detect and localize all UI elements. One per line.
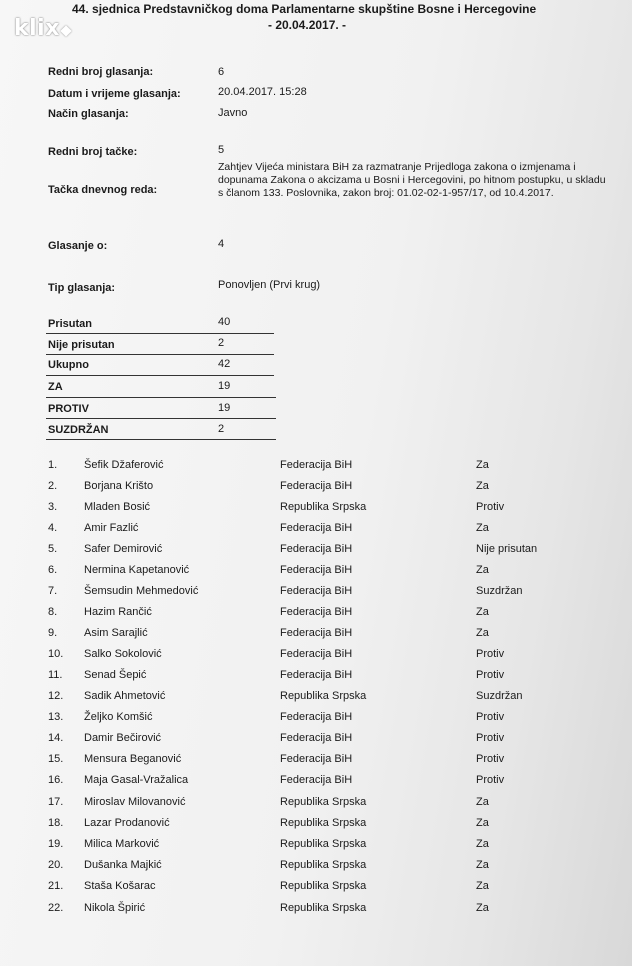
list-item — [0, 522, 632, 540]
member-entity: Federacija BiH — [280, 627, 353, 639]
member-vote: Protiv — [476, 753, 505, 765]
member-entity: Federacija BiH — [280, 711, 353, 723]
member-vote: Suzdržan — [476, 585, 523, 597]
list-item — [0, 859, 632, 877]
field-value-vote-type: Ponovljen (Prvi krug) — [218, 279, 321, 291]
field-label-item-number: Redni broj tačke: — [48, 146, 138, 158]
member-entity: Federacija BiH — [280, 648, 353, 660]
member-vote: Za — [476, 838, 489, 850]
klix-logo — [14, 16, 70, 41]
member-entity: Federacija BiH — [280, 480, 353, 492]
member-vote: Za — [476, 796, 489, 808]
divider — [46, 397, 276, 398]
field-value-datetime: 20.04.2017. 15:28 — [218, 86, 307, 98]
member-entity: Republika Srpska — [280, 690, 367, 702]
member-number: 4. — [48, 522, 58, 534]
list-item — [0, 459, 632, 477]
member-number: 10. — [48, 648, 64, 660]
member-name: Damir Bečirović — [84, 732, 162, 744]
list-item — [0, 480, 632, 498]
list-item — [0, 543, 632, 561]
list-item — [0, 838, 632, 856]
member-entity: Federacija BiH — [280, 669, 353, 681]
member-number: 7. — [48, 585, 58, 597]
member-name: Senad Šepić — [84, 669, 147, 681]
list-item — [0, 753, 632, 771]
field-label-agenda-item: Tačka dnevnog reda: — [48, 184, 158, 196]
member-number: 18. — [48, 817, 64, 829]
member-name: Mladen Bosić — [84, 501, 151, 513]
count-value-present: 40 — [218, 316, 231, 328]
member-entity: Federacija BiH — [280, 564, 353, 576]
count-label-against: PROTIV — [48, 403, 89, 415]
count-value-total: 42 — [218, 358, 231, 370]
field-value-method: Javno — [218, 107, 248, 119]
member-name: Asim Sarajlić — [84, 627, 148, 639]
list-item — [0, 774, 632, 792]
member-vote: Protiv — [476, 669, 505, 681]
member-name: Sadik Ahmetović — [84, 690, 166, 702]
member-number: 1. — [48, 459, 58, 471]
list-item — [0, 796, 632, 814]
member-name: Šefik Džaferović — [84, 459, 164, 471]
member-number: 3. — [48, 501, 58, 513]
member-entity: Republika Srpska — [280, 796, 367, 808]
list-item — [0, 606, 632, 624]
member-name: Salko Sokolović — [84, 648, 162, 660]
field-label-vote-on: Glasanje o: — [48, 240, 108, 252]
member-name: Amir Fazlić — [84, 522, 139, 534]
count-label-total: Ukupno — [48, 359, 89, 371]
member-vote: Protiv — [476, 648, 505, 660]
member-number: 17. — [48, 796, 64, 808]
member-vote: Nije prisutan — [476, 543, 538, 555]
list-item — [0, 880, 632, 898]
member-number: 16. — [48, 774, 64, 786]
member-entity: Republika Srpska — [280, 501, 367, 513]
member-entity: Republika Srpska — [280, 838, 367, 850]
divider — [46, 375, 274, 376]
count-label-absent: Nije prisutan — [48, 339, 115, 351]
member-entity: Federacija BiH — [280, 459, 353, 471]
member-name: Mensura Beganović — [84, 753, 182, 765]
member-number: 20. — [48, 859, 64, 871]
list-item — [0, 690, 632, 708]
count-value-absent: 2 — [218, 337, 225, 349]
member-vote: Suzdržan — [476, 690, 523, 702]
list-item — [0, 817, 632, 835]
member-vote: Za — [476, 459, 489, 471]
field-value-agenda-item: Zahtjev Vijeća ministara BiH za razmatranje Prijedloga zakona o izmjenama i dopunama Zakona o akcizama u Bosni i Hercegovini, po hitnom postupku, u skladu s članom 133. Poslovnika, zakon broj: 01.02-02-1-957/17, od 10.4.2017. — [218, 161, 606, 199]
member-number: 6. — [48, 564, 58, 576]
member-entity: Federacija BiH — [280, 732, 353, 744]
member-number: 5. — [48, 543, 58, 555]
field-value-item-number: 5 — [218, 144, 225, 156]
member-vote: Za — [476, 817, 489, 829]
field-label-vote-type: Tip glasanja: — [48, 282, 116, 294]
member-name: Lazar Prodanović — [84, 817, 170, 829]
logo-dot-icon — [60, 25, 71, 36]
member-entity: Republika Srpska — [280, 880, 367, 892]
member-vote: Protiv — [476, 501, 505, 513]
member-name: Borjana Krišto — [84, 480, 154, 492]
member-number: 14. — [48, 732, 64, 744]
divider — [46, 439, 276, 440]
count-label-abstain: SUZDRŽAN — [48, 424, 109, 436]
member-name: Željko Komšić — [84, 711, 153, 723]
member-name: Šemsudin Mehmedović — [84, 585, 199, 597]
member-name: Hazim Rančić — [84, 606, 152, 618]
document-date: - 20.04.2017. - — [268, 18, 347, 32]
member-vote: Za — [476, 902, 489, 914]
field-value-vote-number: 6 — [218, 66, 225, 78]
member-entity: Republika Srpska — [280, 817, 367, 829]
field-label-method: Način glasanja: — [48, 108, 129, 120]
member-vote: Za — [476, 880, 489, 892]
member-number: 8. — [48, 606, 58, 618]
member-vote: Za — [476, 627, 489, 639]
member-number: 19. — [48, 838, 64, 850]
member-number: 11. — [48, 669, 63, 681]
member-number: 9. — [48, 627, 58, 639]
list-item — [0, 501, 632, 519]
member-name: Milica Marković — [84, 838, 160, 850]
field-label-datetime: Datum i vrijeme glasanja: — [48, 88, 181, 100]
member-number: 22. — [48, 902, 64, 914]
member-entity: Republika Srpska — [280, 859, 367, 871]
list-item — [0, 732, 632, 750]
list-item — [0, 902, 632, 920]
count-value-against: 19 — [218, 402, 231, 414]
member-number: 21. — [48, 880, 64, 892]
member-vote: Za — [476, 564, 489, 576]
field-value-vote-on: 4 — [218, 238, 225, 250]
list-item — [0, 585, 632, 603]
member-name: Nikola Špirić — [84, 902, 146, 914]
member-vote: Protiv — [476, 732, 505, 744]
logo-text: klix — [14, 16, 60, 41]
member-entity: Federacija BiH — [280, 543, 353, 555]
divider — [46, 333, 274, 334]
member-vote: Za — [476, 480, 489, 492]
member-number: 2. — [48, 480, 58, 492]
member-name: Dušanka Majkić — [84, 859, 162, 871]
count-label-for: ZA — [48, 381, 63, 393]
divider — [46, 354, 274, 355]
member-name: Staša Košarac — [84, 880, 156, 892]
count-label-present: Prisutan — [48, 318, 93, 330]
field-label-vote-number: Redni broj glasanja: — [48, 66, 154, 78]
member-name: Maja Gasal-Vražalica — [84, 774, 189, 786]
count-value-for: 19 — [218, 380, 231, 392]
member-number: 12. — [48, 690, 64, 702]
document-title: 44. sjednica Predstavničkog doma Parlamentarne skupštine Bosne i Hercegovine — [72, 2, 537, 16]
list-item — [0, 627, 632, 645]
list-item — [0, 711, 632, 729]
member-vote: Za — [476, 859, 489, 871]
member-name: Nermina Kapetanović — [84, 564, 190, 576]
count-value-abstain: 2 — [218, 423, 225, 435]
member-entity: Federacija BiH — [280, 522, 353, 534]
member-name: Miroslav Milovanović — [84, 796, 186, 808]
member-vote: Protiv — [476, 711, 505, 723]
list-item — [0, 669, 632, 687]
member-number: 15. — [48, 753, 64, 765]
member-entity: Federacija BiH — [280, 606, 353, 618]
member-entity: Federacija BiH — [280, 753, 353, 765]
divider — [46, 418, 276, 419]
member-vote: Protiv — [476, 774, 505, 786]
list-item — [0, 648, 632, 666]
member-vote: Za — [476, 522, 489, 534]
member-entity: Federacija BiH — [280, 774, 353, 786]
list-item — [0, 564, 632, 582]
member-entity: Republika Srpska — [280, 902, 367, 914]
member-entity: Federacija BiH — [280, 585, 353, 597]
member-name: Safer Demirović — [84, 543, 163, 555]
member-number: 13. — [48, 711, 64, 723]
member-vote: Za — [476, 606, 489, 618]
